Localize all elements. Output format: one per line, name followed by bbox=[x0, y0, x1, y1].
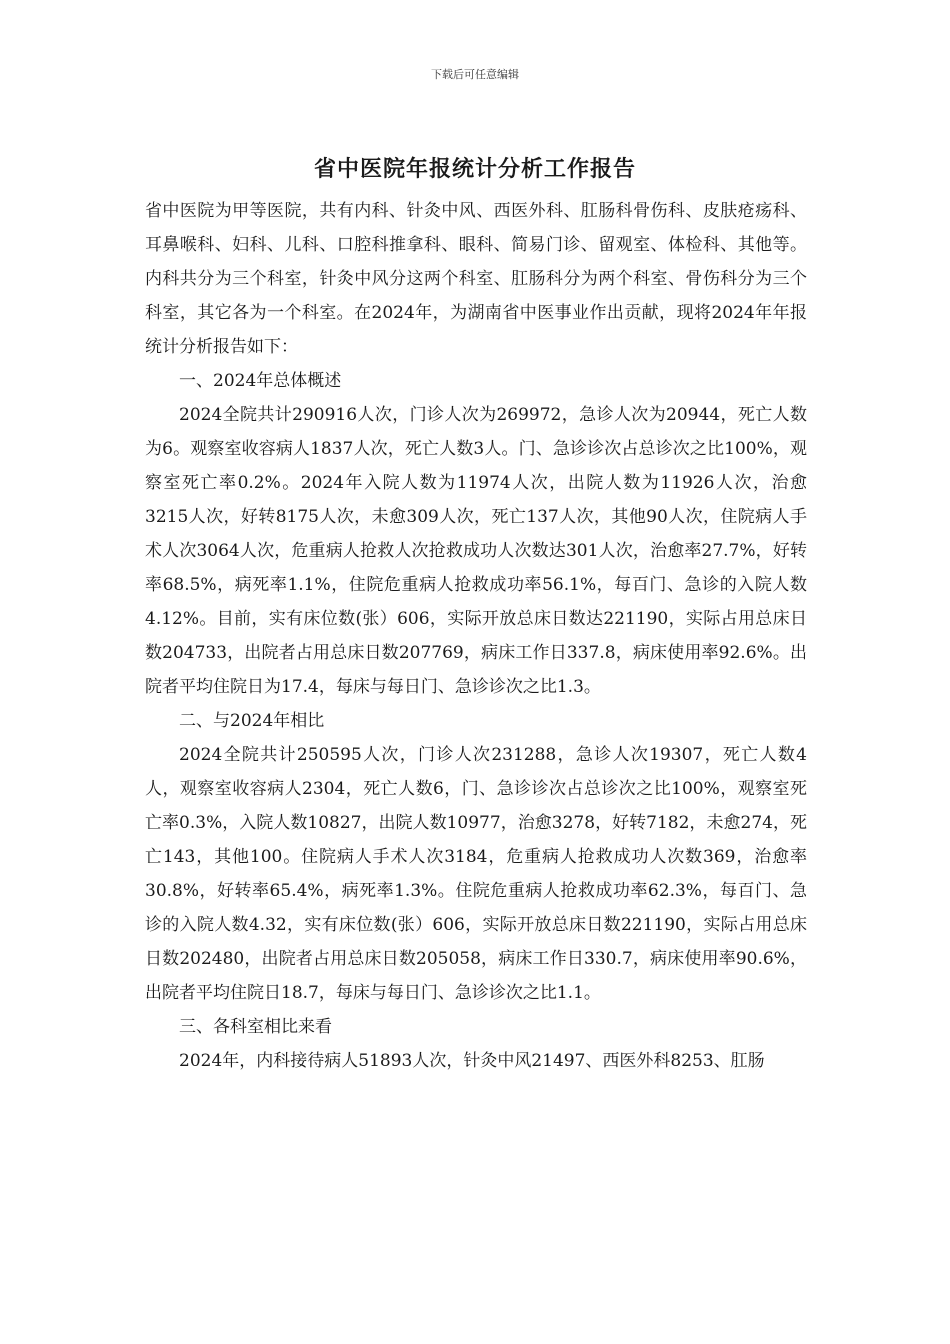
section-3-body: 2024年，内科接待病人51893人次，针灸中风21497、西医外科8253、肛肠 bbox=[179, 1051, 765, 1071]
document-title: 省中医院年报统计分析工作报告 bbox=[313, 157, 636, 182]
section-1-heading: 一、2024年总体概述 bbox=[179, 371, 342, 391]
section-2-body: 2024全院共计250595人次，门诊人次231288，急诊人次19307，死亡人数4人，观察室收容病人2304，死亡人数6，门、急诊诊次占总诊次之比100%，观察室死亡率0.3%，入院人数10827，出院人数10977，治愈3278，好转7182，未愈274，死亡143，其他100。住院病人手术人次3184，危重病人抢救成功人次数369，治愈率30.8%，好转率65.4%，病死率1.3%。住院危重病人抢救成功率62.3%，每百门、急诊的入院人数4.32，实有床位数(张）606，实际开放总床日数221190，实际占用总床日数202480，出院者占用总床日数205058，病床工作日330.7，病床使用率90.6%，出院者平均住院日18.7，每床与每日门、急诊诊次之比1.1。 bbox=[145, 745, 807, 1003]
section-2-heading: 二、与2024年相比 bbox=[179, 711, 325, 731]
intro-paragraph: 省中医院为甲等医院，共有内科、针灸中风、西医外科、肛肠科骨伤科、皮肤疮疡科、耳鼻喉科、妇科、儿科、口腔科推拿科、眼科、简易门诊、留观室、体检科、其他等。内科共分为三个科室，针灸中风分这两个科室、肛肠科分为两个科室、骨伤科分为三个科室，其它各为一个科室。在2024年，为湖南省中医事业作出贡献，现将2024年年报统计分析报告如下： bbox=[145, 201, 807, 357]
section-3-heading: 三、各科室相比来看 bbox=[179, 1017, 332, 1037]
section-1-body: 2024全院共计290916人次，门诊人次为269972，急诊人次为20944，死亡人数为6。观察室收容病人1837人次，死亡人数3人。门、急诊诊次占总诊次之比100%，观察室死亡率0.2%。2024年入院人数为11974人次，出院人数为11926人次，治愈3215人次，好转8175人次，未愈309人次，死亡137人次，其他90人次，住院病人手术人次3064人次，危重病人抢救人次抢救成功人次数达301人次，治愈率27.7%，好转率68.5%，病死率1.1%，住院危重病人抢救成功率56.1%，每百门、急诊的入院人数4.12%。目前，实有床位数(张）606，实际开放总床日数达221190，实际占用总床日数204733，出院者占用总床日数207769，病床工作日337.8，病床使用率92.6%。出院者平均住院日为17.4，每床与每日门、急诊诊次之比1.3。 bbox=[145, 405, 807, 697]
header-note: 下载后可任意编辑 bbox=[431, 68, 519, 81]
document-body bbox=[145, 194, 807, 1078]
